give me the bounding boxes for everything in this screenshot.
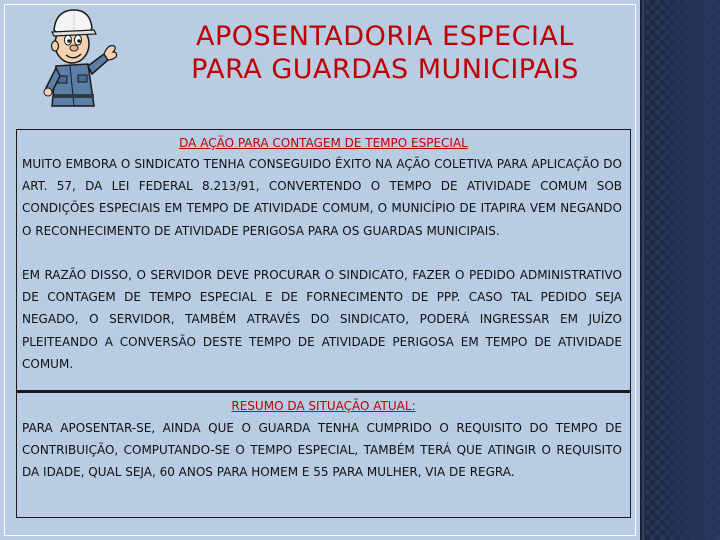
guard-cartoon-icon	[18, 2, 128, 112]
section-summary-paragraph: PARA APOSENTAR-SE, AINDA QUE O GUARDA TENHA CUMPRIDO O REQUISITO DO TEMPO DE CONTRIBUIÇÃO, COMPUTANDO-SE O TEMPO ESPECIAL, TAMBÉM TERÁ QUE ATINGIR O REQUISITO DA IDADE, QUAL SEJA, 60 ANOS PARA HOMEM E 55 PARA MULHER, VIA DE REGRA.	[22, 421, 622, 480]
side-panel-edge	[640, 0, 644, 540]
section-action	[16, 129, 631, 391]
section-summary-heading: RESUMO DA SITUAÇÃO ATUAL:	[231, 399, 416, 413]
slide-title	[150, 20, 620, 86]
section-summary	[16, 391, 631, 518]
title-line-1: APOSENTADORIA ESPECIAL	[196, 21, 574, 52]
decorative-side-panel	[640, 0, 720, 540]
title-line-2: PARA GUARDAS MUNICIPAIS	[191, 54, 579, 85]
section-action-heading: DA AÇÃO PARA CONTAGEM DE TEMPO ESPECIAL	[179, 136, 468, 150]
section-action-paragraph-2: EM RAZÃO DISSO, O SERVIDOR DEVE PROCURAR O SINDICATO, FAZER O PEDIDO ADMINISTRATIVO DE CONTAGEM DE TEMPO ESPECIAL E DE FORNECIMENTO DE PPP. CASO TAL PEDIDO SEJA NEGADO, O SERVIDOR, TAMBÉM ATRAVÉS DO SINDICATO, PODERÁ INGRESSAR EM JUÍZO PLEITEANDO A CONVERSÃO DESTE TEMPO DE ATIVIDADE PERIGOSA EM TEMPO DE ATIVIDADE COMUM.	[22, 268, 622, 371]
section-action-paragraph-1: MUITO EMBORA O SINDICATO TENHA CONSEGUIDO ÊXITO NA AÇÃO COLETIVA PARA APLICAÇÃO DO ART. 57, DA LEI FEDERAL 8.213/91, CONVERTENDO O TEMPO DE ATIVIDADE COMUM SOB CONDIÇÕES ESPECIAIS EM TEMPO DE ATIVIDADE COMUM, O MUNICÍPIO DE ITAPIRA VEM NEGANDO O RECONHECIMENTO DE ATIVIDADE PERIGOSA PARA OS GUARDAS MUNICIPAIS.	[22, 157, 622, 238]
